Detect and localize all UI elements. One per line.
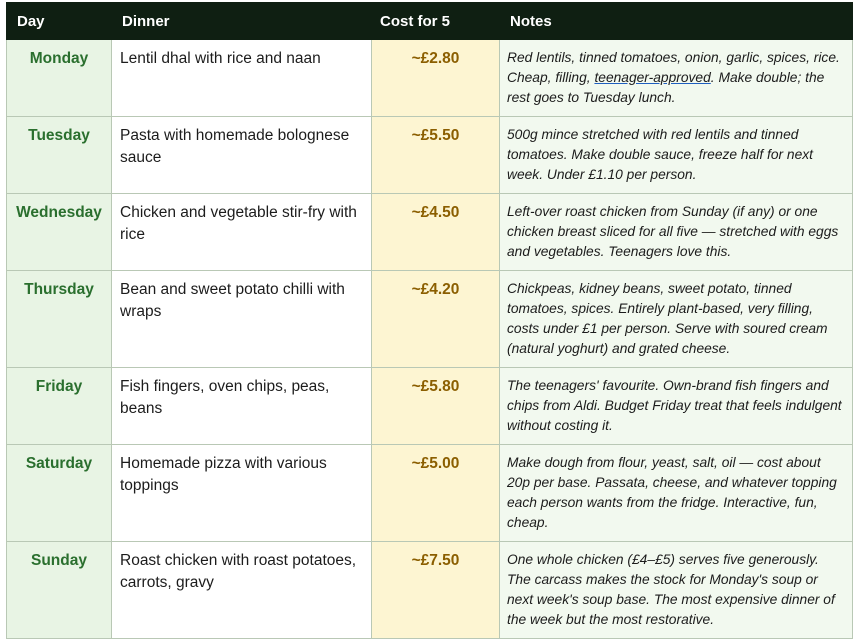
day-cell: Monday [7,40,112,117]
cost-cell: ~£5.00 [372,445,500,542]
day-cell: Friday [7,368,112,445]
cost-cell: ~£7.50 [372,542,500,639]
cost-cell: ~£5.80 [372,368,500,445]
notes-cell [500,40,853,117]
dinner-cell: Bean and sweet potato chilli with wraps [112,271,372,368]
dinner-cell: Homemade pizza with various toppings [112,445,372,542]
dinner-cell: Chicken and vegetable stir-fry with rice [112,194,372,271]
meal-plan-table-container [6,2,852,639]
header-dinner: Dinner [112,3,372,40]
notes-cell: One whole chicken (£4–£5) serves five generously. The carcass makes the stock for Monday's soup or next week's soup base. The most expensive dinner of the week but the most restorative. [500,542,853,639]
cost-cell: ~£2.80 [372,40,500,117]
notes-cell: Left-over roast chicken from Sunday (if any) or one chicken breast sliced for all five — stretched with eggs and vegetables. Teenagers love this. [500,194,853,271]
table-row [7,117,853,194]
notes-cell: Make dough from flour, yeast, salt, oil — cost about 20p per base. Passata, cheese, and whatever topping each person wants from the fridge. Interactive, fun, cheap. [500,445,853,542]
cost-cell: ~£4.20 [372,271,500,368]
day-cell: Thursday [7,271,112,368]
header-notes: Notes [500,3,853,40]
cost-cell: ~£5.50 [372,117,500,194]
notes-text: Red lentils, tinned tomatoes, onion, garlic, spices, rice. Cheap, filling, [507,50,840,85]
dinner-cell: Lentil dhal with rice and naan [112,40,372,117]
table-row [7,194,853,271]
notes-text: . Make double; the rest goes to Tuesday lunch. [507,70,825,105]
table-row [7,40,853,117]
table-row [7,445,853,542]
header-cost: Cost for 5 [372,3,500,40]
notes-underlined-text: teenager-approved [594,70,711,85]
day-cell: Saturday [7,445,112,542]
table-row [7,368,853,445]
dinner-cell: Roast chicken with roast potatoes, carrots, gravy [112,542,372,639]
notes-cell: The teenagers' favourite. Own-brand fish fingers and chips from Aldi. Budget Friday treat that feels indulgent without costing it. [500,368,853,445]
day-cell: Sunday [7,542,112,639]
notes-cell: Chickpeas, kidney beans, sweet potato, tinned tomatoes, spices. Entirely plant-based, very filling, costs under £1 per person. Serve with soured cream (natural yoghurt) and grated cheese. [500,271,853,368]
notes-cell: 500g mince stretched with red lentils and tinned tomatoes. Make double sauce, freeze half for next week. Under £1.10 per person. [500,117,853,194]
day-cell: Tuesday [7,117,112,194]
header-row [7,3,853,40]
dinner-cell: Pasta with homemade bolognese sauce [112,117,372,194]
day-cell: Wednesday [7,194,112,271]
cost-cell: ~£4.50 [372,194,500,271]
table-row [7,542,853,639]
dinner-cell: Fish fingers, oven chips, peas, beans [112,368,372,445]
meal-plan-table [6,2,853,639]
header-day: Day [7,3,112,40]
table-row [7,271,853,368]
